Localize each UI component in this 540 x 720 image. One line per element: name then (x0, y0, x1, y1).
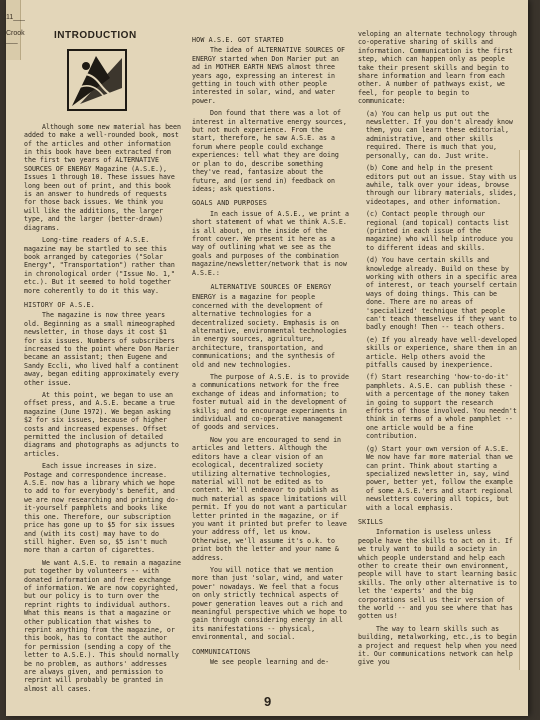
paragraph: The magazine is now three years old. Beginning as a small mimeographed newsletter, in those days it cost $1 for six issues. Numbers of subscribers increased to the point where Don Marier became an assistant; then Eugene and Sandy Eccli, who lived half a continent away, began editing approximately every other issue. (24, 311, 179, 387)
list-item: (e) If you already have well-developed skills or experience, share them in an article. Help others avoid the pitfalls caused by inexperience. (366, 335, 517, 370)
paragraph: The purpose of A.S.E. is to provide a communications network for the free exchange of ideas and information; to foster mutual aid in the development of skills; and to encourage experiments in individual and co-operative management of goods and services. (192, 373, 349, 432)
magazine-page (6, 0, 528, 716)
margin-edge (6, 0, 25, 60)
paragraph: Don found that there was a lot of interest in alternative energy sources, but not much experience. From the start, therefore, he saw A.S.E. as a forum where people could exchange experiences: tell what they are doing or plan to do, describe something they've read, fantasize about the future, and (or send in) feedback on ideas; ask questions. (192, 109, 347, 193)
list-item: (d) You have certain skills and knowledge already. Build on these by working with others in a specific area of interest, or teach yourself certain ways of doing things. This can be done. There are no areas of 'specialized' technique that people can't teach themselves if they want to badly enough! Then -- teach others. (366, 256, 517, 332)
column-middle (192, 30, 350, 670)
paragraph: ENERGY is a magazine for people concerned with the development of alternative technologies for a decentralized society. Emphasis is on alternative, environmental technologies in energy sources, agriculture, architecture, transportation, and communications; and the synthesis of old and new technologies. (192, 293, 347, 369)
section-heading: HISTORY OF A.S.E. (24, 300, 95, 309)
paragraph: Although some new material has been added to make a well-rounded book, most of the articles and other information in this book have been extracted from the first two years of ALTERNATIVE SOURCES OF ENERGY Magazine (A.S.E.), Issues 1 through 10. These issues have long been out of print, and this book is an answer to hundreds of requests for those back issues. We think you will like the additions, the larger type, and the larger (better-drawn) diagrams. (24, 122, 181, 232)
paragraph: We see people learning and de- (210, 658, 330, 667)
paragraph: The idea of ALTERNATIVE SOURCES OF ENERGY started when Don Marier put an ad in MOTHER EARTH NEWS almost three years ago, expressing an interest in getting in touch with other people interested in solar, wind, and water power. (192, 46, 345, 105)
paragraph: The way to learn skills such as building, metalworking, etc.,is to begin a project and request help when you need it. Our communications network can help give you (358, 624, 517, 667)
list-item: (a) You can help us put out the newsletter. If you don't already know them, you can learn these editorial, administrative, and other skills required. There is much that you, personally, can do. Just write. (366, 109, 513, 160)
page-number: 9 (264, 694, 272, 709)
paragraph: Now you are encouraged to send in articles and letters. Although the editors have a clear vision of an ecological, decentralized society utilizing alternative technologies, material will not be edited as to content. We'll endeavor to publish as much material as space limitations will permit. If you do not want a particular letter printed in the magazine, or if you want it printed but prefer to leave your address off, let us know. Otherwise, we'll assume it's o.k. to print both the letter and your name & address. (192, 435, 347, 562)
margin-note: 11___ (6, 14, 25, 21)
paragraph: Each issue increases in size. Postage and correspondence increase. A.S.E. now has a library which we hope to add to for everybody's benefit, and we are now researching and printing do-it-yourself pamphlets and books like this one. Therefore, our subscription price has gone up to $5 for six issues and (with its cost) may have to do still higher. Even so, $5 isn't much more than a carton of cigarettes. (24, 462, 179, 555)
section-heading: COMMUNICATIONS (192, 647, 251, 656)
paragraph: veloping an alternate technology through co-operative sharing of skills and information. Communication is the first step, which can happen only as people take their present skills and begin to share information and learn from each other. A number of pathways exist, we feel, for people to begin to communicate: (358, 30, 517, 106)
page-edge-tab (519, 150, 528, 670)
paragraph: Information is useless unless people have the skills to act on it. If we truly want to build a society in which people understand and help each other to create their own environment, people will have to start learning basic skills. The only other alternative is to let the 'experts' and the big corporations sell us their version of the world -- and you see where that has gotten us! (358, 528, 517, 621)
section-heading: GOALS AND PURPOSES (192, 199, 268, 208)
section-heading: SKILLS (358, 517, 384, 526)
list-item: (b) Come and help in the present editors put out an issue. Stay with us awhile, talk over your ideas, browse through our library materials, slides, videotapes, and other information. (366, 164, 517, 206)
column-right (358, 30, 518, 671)
column-left (24, 30, 182, 697)
paragraph: We want A.S.E. to remain a magazine put together by volunteers -- with donated information and free exchange of information. We are now copyrighted, but our policy is to turn over the reprint rights to individual authors. What this means is that a magazine or other publication that wishes to reprint anything from the magazine, or this book, has to contact the author for permission (sending a copy of the letter to A.S.E.). This should normally be no problem, as authors' addresses are always given, and permission to reprint will probably be granted in almost all cases. (24, 558, 181, 693)
decorative-woodcut-icon (66, 48, 128, 112)
section-heading: HOW A.S.E. GOT STARTED (192, 36, 284, 44)
list-item: (g) Start your own version of A.S.E. We now have far more material than we can print. Think about starting a specialized newsletter in, say, wind power, better yet, follow the example of some A.S.E.'ers and start regional newsletters covering all topics, but with a local emphasis. (366, 444, 513, 512)
paragraph: Long-time readers of A.S.E. magazine may be startled to see this book arranged by categories ("Solar Energy", "Transportation") rather than in chronological order ("Issue No. 1," etc.). But it seemed to hold together more coherently to do it this way. (24, 236, 175, 295)
paragraph: At this point, we began to use an offset press, and A.S.E. became a true magazine (June 1972). We began asking $2 for six issues, because of higher costs and increased expenses. Offset permitted the inclusion of detailed diagrams and photographs as adjuncts to articles. (24, 391, 179, 458)
paragraph: You will notice that we mention more than just 'solar, wind, and water power' nowadays. We feel that a focus on only strictly technical aspects of power generation leaves out a rich and meaningful perspective which we hope to gain through considering energy in all its manifestations -- physical, environmental, and social. (192, 565, 347, 642)
section-heading: ALTERNATIVE SOURCES OF ENERGY (210, 282, 332, 291)
list-item: (c) Contact people through our regional (and topical) contacts list (printed in each issue of the magazine) who will help introduce you to different ideas and skills. (366, 210, 513, 252)
pathway-list (358, 110, 518, 512)
list-item: (f) Start researching 'how-to-do-it' pamphlets. A.S.E. can publish these - with a percentage of the money taken in going to support the research efforts of those involved. You needn't think in terms of a whole pamphlet -- one article would be a fine contribution. (366, 373, 517, 441)
margin-note: Crook ___ (6, 30, 25, 44)
section-title: INTRODUCTION (54, 30, 137, 41)
paragraph: In each issue of A.S.E., we print a short statement of what we think A.S.E. is all about, on the inside of the front cover. We present it here as a way of outlining what we see as the goals and purposes of the combination magazine/newsletter/network that is now A.S.E.: (192, 209, 349, 277)
